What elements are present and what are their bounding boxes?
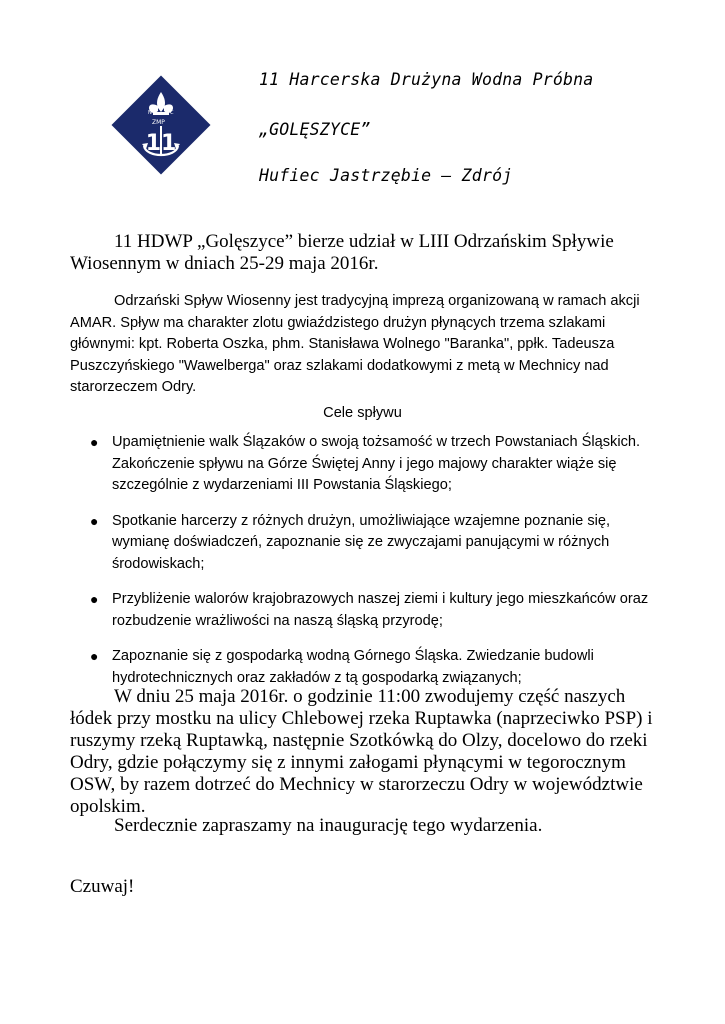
bullet-icon: ● bbox=[90, 434, 99, 450]
closing-greeting: Czuwaj! bbox=[70, 876, 135, 897]
team-name-heading: 11 Harcerska Drużyna Wodna Próbna bbox=[259, 70, 594, 89]
svg-text:N: N bbox=[148, 110, 152, 116]
list-item bbox=[88, 432, 658, 497]
description-paragraph: Odrzański Spływ Wiosenny jest tradycyjną imprezą organizowaną w ramach akcji AMAR. Spływ ma charakter zlotu gwiaździstego drużyn płynących trzema szlakami głównymi: kpt. Roberta Oszka, phm. Stanisława Wolnego "Baranka", ppłk. Tadeusza Puszczyńskiego "Wawelberga" oraz szlakami dodatkowymi z metą w Mechnicy nad starorzeczem Odry. bbox=[70, 293, 640, 395]
scout-anchor-emblem-icon bbox=[106, 70, 216, 180]
emblem-text: ZMP bbox=[152, 119, 165, 126]
team-nickname-heading: „GOLĘSZYCE” bbox=[259, 120, 371, 139]
emblem-number: 11 bbox=[145, 131, 177, 156]
goals-list bbox=[88, 432, 658, 703]
bullet-icon: ● bbox=[90, 591, 99, 607]
invitation-text: Serdecznie zapraszamy na inaugurację tego wydarzenia. bbox=[114, 815, 543, 836]
goal-text: Spotkanie harcerzy z różnych drużyn, umożliwiające wzajemne poznanie się, wymianę doświadczeń, zapoznanie się ze zwyczajami panującymi w różnych środowiskach; bbox=[112, 512, 611, 572]
body-paragraph: W dniu 25 maja 2016r. o godzinie 11:00 zwodujemy część naszych łódek przy mostku na ulicy Chlebowej rzeka Ruptawka (naprzeciwko PSP) i ruszymy rzeką Ruptawką, następnie Szotkówką do Olzy, docelowo do rzeki Odry, gdzie połączymy się z innymi załogami płynącymi w tegorocznym OSW, by razem dotrzeć do Mechnicy w starorzeczu Odry w województwie opolskim. bbox=[70, 686, 653, 817]
goal-text: Przybliżenie walorów krajobrazowych naszej ziemi i kultury jego mieszkańców oraz rozbudzenie wrażliwości na naszą śląską przyrodę; bbox=[112, 591, 649, 629]
goals-title: Cele spływu bbox=[323, 405, 402, 421]
list-item bbox=[88, 646, 658, 689]
list-item bbox=[88, 589, 658, 632]
goal-text: Upamiętnienie walk Ślązaków o swoją tożsamość w trzech Powstaniach Śląskich. Zakończenie spływu na Górze Świętej Anny i jego majowy charakter wiąże się szczególnie z wydarzeniami III Powstania Śląskiego; bbox=[112, 434, 641, 493]
bullet-icon: ● bbox=[90, 512, 99, 529]
bullet-icon: ● bbox=[90, 648, 99, 664]
svg-text:C: C bbox=[170, 110, 174, 116]
district-heading: Hufiec Jastrzębie – Zdrój bbox=[259, 166, 513, 185]
goal-text: Zapoznanie się z gospodarką wodną Górnego Śląska. Zwiedzanie budowli hydrotechnicznych oraz zakładów z tą gospodarką związanych; bbox=[112, 648, 594, 686]
list-item bbox=[88, 511, 658, 576]
intro-paragraph: 11 HDWP „Golęszyce” bierze udział w LIII Odrzańskim Spływie Wiosennym w dniach 25-29 maja 2016r. bbox=[70, 231, 614, 274]
